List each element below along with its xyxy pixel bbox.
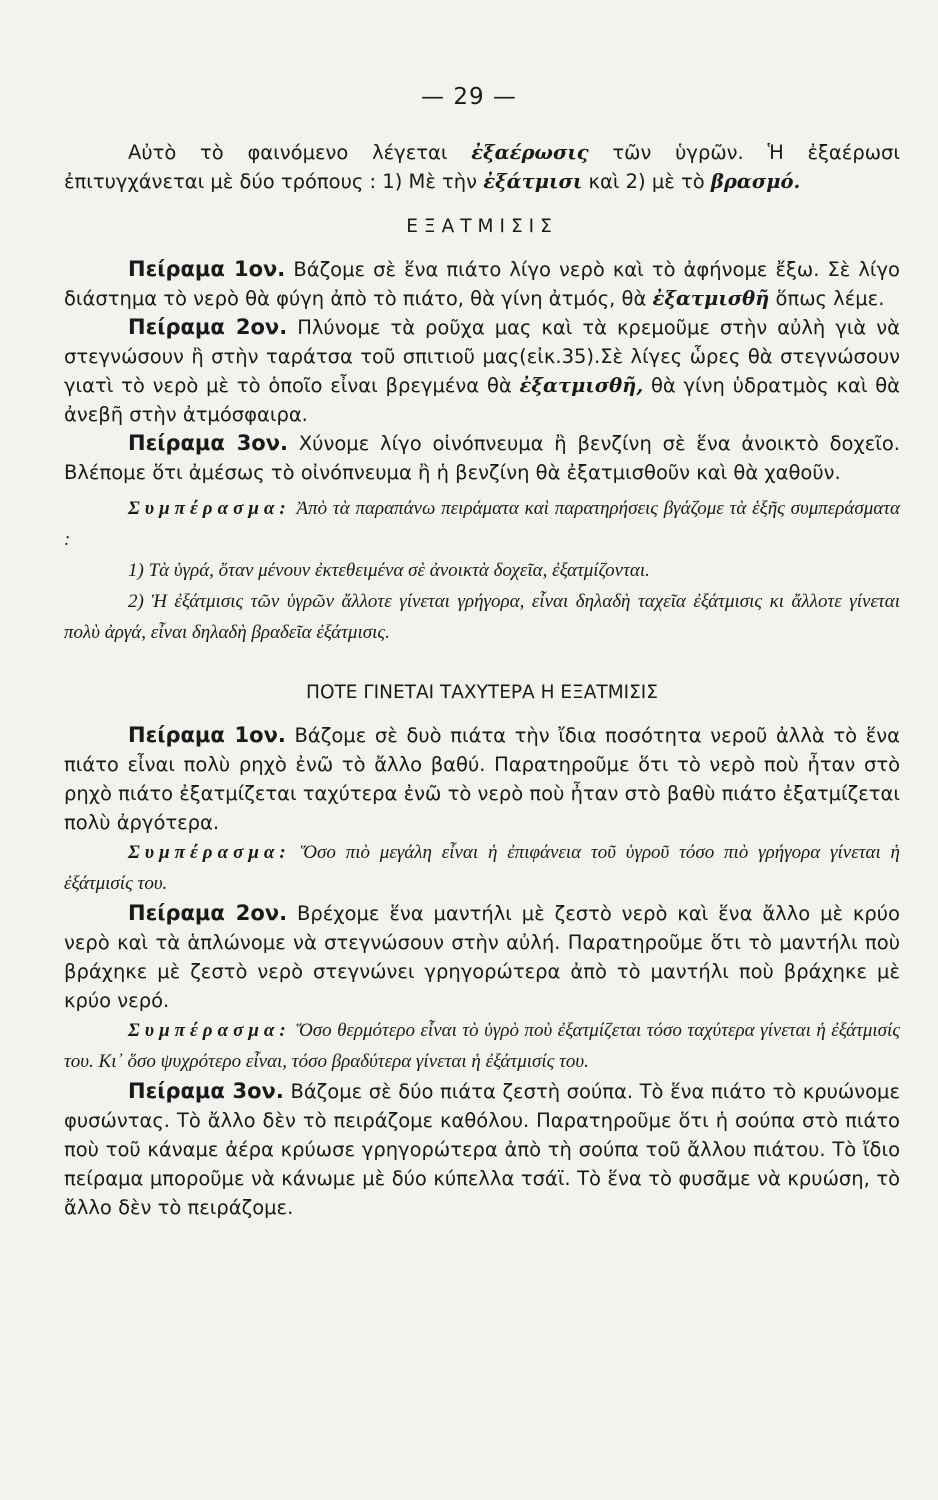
experiment-2-paragraph <box>64 313 900 429</box>
text: Βάζομε σὲ ἕνα πιάτο λίγο νερὸ καὶ τὸ ἀφήνομε ἔξω. Σὲ λίγο διάστημα τὸ νερὸ θὰ φύγη ἀπὸ τὸ πιάτο, θὰ γίνη ἀτμός, θὰ <box>64 258 900 310</box>
section-heading-faster-evaporation: ΠΟΤΕ ΓΙΝΕΤΑΙ ΤΑΧΥΤΕΡΑ Η ΕΞΑΤΜΙΣΙΣ <box>306 682 658 703</box>
page-content <box>64 138 900 1222</box>
experiment-label: Πείραμα 2ον. <box>128 901 288 925</box>
text: Αὐτὸ τὸ φαινόμενο λέγεται <box>128 141 472 164</box>
page-number: — 29 — <box>421 84 517 110</box>
emphasis-term: βρασμό. <box>710 170 801 193</box>
emphasis-term: ἐξαέρωσις <box>471 141 589 164</box>
experiment-label: Πείραμα 3ον. <box>128 1079 284 1103</box>
emphasis-term: ἐξατμισθῆ <box>652 287 770 310</box>
conclusion-label: Συμπέρασμα: <box>128 1020 291 1041</box>
emphasis-term: ἐξατμισθῆ, <box>519 374 644 397</box>
text: τῶν ὑγρῶν. Ἡ ἐξαέρωσι ἐπιτυγχάνεται μὲ δύο τρόπους : 1) Μὲ τὴν <box>64 141 900 193</box>
conclusion-label: Συμπέρασμα: <box>128 842 291 863</box>
experiment-label: Πείραμα 3ον. <box>128 431 289 455</box>
experiment-label: Πείραμα 1ον. <box>128 257 286 281</box>
text: Χύνομε λίγο οἰνόπνευμα ἢ βενζίνη σὲ ἕνα ἀνοικτὸ δοχεῖο. Βλέπομε ὅτι ἀμέσως τὸ οἰνόπνευμα ἢ ἡ βενζίνη θὰ ἐξατμισθοῦν καὶ θὰ χαθοῦν. <box>64 432 901 484</box>
intro-paragraph <box>64 138 900 196</box>
text: Ὅσο πιὸ μεγάλη εἶναι ἡ ἐπιφάνεια τοῦ ὑγροῦ τόσο πιὸ γρήγορα γίνεται ἡ ἐξάτμισίς του. <box>64 842 900 894</box>
experiment-label: Πείραμα 1ον. <box>128 723 286 747</box>
experiment-3-paragraph <box>64 1077 900 1222</box>
text: θὰ γίνη ὑδρατμὸς καὶ θὰ ἀνεβῆ στὴν ἀτμόσφαιρα. <box>64 374 901 426</box>
emphasis-term: ἐξάτμισι <box>483 170 583 193</box>
text: καὶ 2) μὲ τὸ <box>582 170 711 193</box>
text: Βάζομε σὲ δυὸ πιάτα τὴν ἴδια ποσότητα νεροῦ ἀλλὰ τὸ ἕνα πιάτο εἶναι πολὺ ρηχὸ ἐνῶ τὸ ἄλλο βαθύ. Παρατηροῦμε ὅτι τὸ νερὸ ποὺ ἦταν στὸ ρηχὸ πιάτο ἐξατμίζεται ταχύτερα ἐνῶ τὸ νερὸ ποὺ ἦταν στὸ βαθὺ πιάτο ἐξατμίζεται πολὺ ἀργότερα. <box>64 724 900 834</box>
conclusion-label: Συμπέρασμα: <box>128 498 291 519</box>
text: Ὅσο θερμότερο εἶναι τὸ ὑγρὸ ποὺ ἐξατμίζεται τόσο ταχύτερα γίνεται ἡ ἐξάτμισίς του. Κι᾽ ὅσο ψυχρότερο εἶναι, τόσο βραδύτερα γίνεται ἡ ἐξάτμισίς του. <box>64 1020 900 1072</box>
experiment-1-paragraph <box>64 721 900 837</box>
experiment-label: Πείραμα 2ον. <box>128 315 288 339</box>
text: Βρέχομε ἕνα μαντήλι μὲ ζεστὸ νερὸ καὶ ἕνα ἄλλο μὲ κρύο νερὸ καὶ τὰ ἁπλώνομε νὰ στεγνώσουν στὴν αὐλή. Παρατηροῦμε ὅτι τὸ μαντήλι ποὺ βράχηκε μὲ ζεστὸ νερὸ στεγνώνει γρηγορώτερα ἀπὸ τὸ μαντήλι ποὺ βράχηκε μὲ κρύο νερό. <box>64 902 900 1012</box>
conclusion-item-2: 2) Ἡ ἐξάτμισις τῶν ὑγρῶν ἄλλοτε γίνεται γρήγορα, εἶναι δηλαδὴ ταχεῖα ἐξάτμισις κι ἄλλοτε γίνεται πολὺ ἀργά, εἶναι δηλαδὴ βραδεῖα ἐξάτμισις. <box>64 591 900 643</box>
text: ὅπως λέμε. <box>769 287 885 310</box>
conclusion-paragraph <box>64 837 900 899</box>
experiment-1-paragraph <box>64 255 900 313</box>
conclusion-paragraph <box>64 1015 900 1077</box>
experiment-3-paragraph <box>64 429 900 487</box>
section-heading-evaporation: ΕΞΑΤΜΙΣΙΣ <box>406 216 558 237</box>
text: Βάζομε σὲ δύο πιάτα ζεστὴ σούπα. Τὸ ἕνα πιάτο τὸ κρυώνομε φυσώντας. Τὸ ἄλλο δὲν τὸ πειράζομε καθόλου. Παρατηροῦμε ὅτι ἡ σούπα στὸ πιάτο ποὺ τοῦ κάναμε ἀέρα κρύωσε γρηγορώτερα ἀπὸ τὴ σούπα τοῦ ἄλλου πιάτου. Τὸ ἴδιο πείραμα μποροῦμε νὰ κάνωμε μὲ δύο κύπελλα τσάϊ. Τὸ ἕνα τὸ φυσᾶμε νὰ κρυώση, τὸ ἄλλο δὲν τὸ πειράζομε. <box>64 1080 900 1219</box>
text: Πλύνομε τὰ ροῦχα μας καὶ τὰ κρεμοῦμε στὴν αὐλὴ γιὰ νὰ στεγνώσουν ἢ στὴν ταράτσα τοῦ σπιτιοῦ μας(εἰκ.35).Σὲ λίγες ὧρες θὰ στεγνώσουν γιατὶ τὸ νερὸ μὲ τὸ ὁποῖο εἶναι βρεγμένα θὰ <box>64 316 901 397</box>
experiment-2-paragraph <box>64 899 900 1015</box>
text: Ἀπὸ τὰ παραπάνω πειράματα καὶ παρατηρήσεις βγάζομε τὰ ἑξῆς συμπεράσματα : <box>64 498 900 550</box>
conclusion-item-1: 1) Τὰ ὑγρά, ὅταν μένουν ἐκτεθειμένα σὲ ἀνοικτὰ δοχεῖα, ἐξατμίζονται. <box>128 560 650 581</box>
conclusion-paragraph <box>64 493 900 555</box>
